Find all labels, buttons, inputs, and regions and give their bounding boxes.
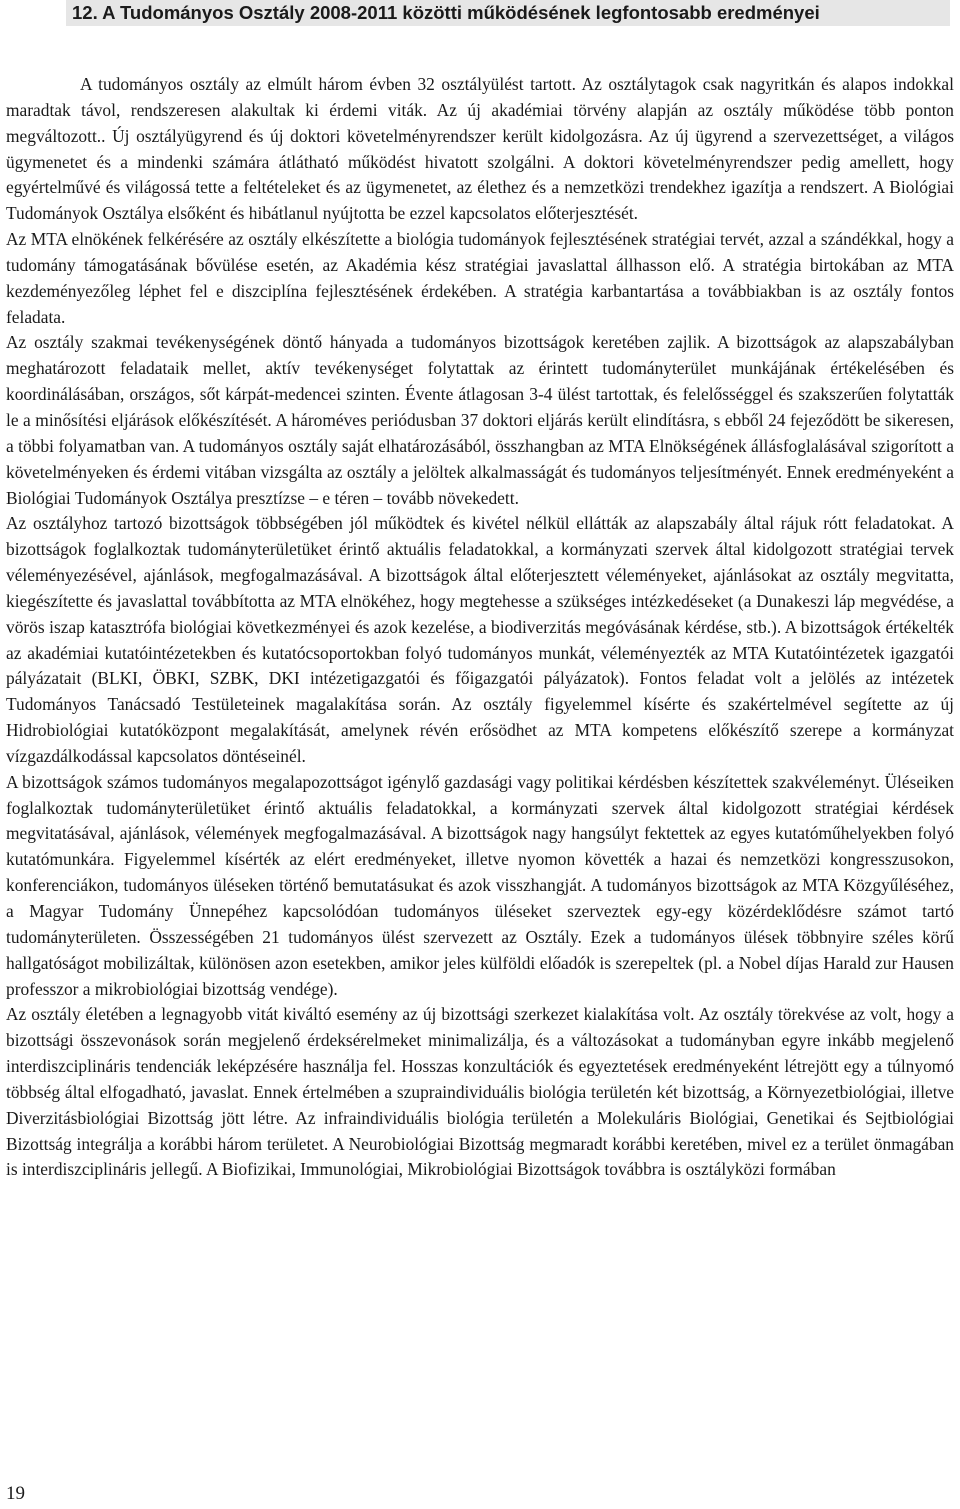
paragraph: Az osztály életében a legnagyobb vitát kiváltó esemény az új bizottsági szerkezet kialakítása volt. Az osztály törekvése az volt, hogy a bizottsági összevonások során megjelenő érdeksérelmeket minimalizálja, és a változásokat a tudományban egyre inkább megjelenő interdiszciplináris tendenciák leképzésére használja fel. Hosszas konzultációk és egyeztetések eredményeként létrejött egy a túlnyomó többség által elfogadható, javaslat. Ennek értelmében a szupraindividuális biológia területén két bizottság, a Környezetbiológiai, illetve Diverzitásbiológiai Bizottság jött létre. Az infraindividuális biológia területén a Molekuláris Biológiai, Genetikai és Sejtbiológiai Bizottság integrálja a korábbi három területet. A Neurobiológiai Bizottság megmaradt korábbi keretében, mivel ez a terület önmagában is interdiszciplináris jellegű. A Biofizikai, Immunológiai, Mikrobiológiai Bizottságok továbbra is osztályközi formában (6, 1004, 954, 1180)
paragraph: Az osztályhoz tartozó bizottságok többségében jól működtek és kivétel nélkül ellátták az alapszabály által rájuk rótt feladatokat. A bizottságok foglalkoztak tudományterületüket érintő aktuális feladatokkal, a kormányzati szervek által kidolgozott stratégiai tervek véleményezésével, ajánlások, megfogalmazásával. A bizottságok által előterjesztett véleményeket, ajánlásokat az osztály megvitatta, kiegészítette és javaslattal továbbította az MTA elnökéhez, hogy megtehesse a szükséges intézkedéseket (a Dunakeszi láp megvédése, a vörös iszap katasztrófa biológiai következményei és azok kezelése, a biodiverzitás megóvásának kérdése, stb.). A bizottságok értékelték az akadémiai kutatóintézetekben és kutatócsoportokban folyó tudományos munkát, véleményezték az MTA Kutatóintézetek igazgatói pályázatait (BLKI, ÖBKI, SZBK, DKI intézetigazgatói és főigazgatói pályázatok). Fontos feladat volt a jelölés az intézetek Tudományos Tanácsadó Testületeinek magalakítása során. Az osztály figyelemmel kísérte és szakértelmével segítette az új Hidrobiológiai kutatóközpont megalakítását, amelynek révén erősödhet az MTA kompetens előkészítő szerepe a kormányzat vízgazdálkodással kapcsolatos döntéseinél. (6, 513, 954, 766)
paragraph: Az osztály szakmai tevékenységének döntő hányada a tudományos bizottságok keretében zajlik. A bizottságok az alapszabályban meghatározott feladataik mellet, aktív tevékenységet folytattak az érintett tudományterület munkájának értékelésében és koordinálásában, országos, sőt kárpát-medencei szinten. Évente átlagosan 3-4 ülést tartottak, és felelősséggel és szakszerűen folytatták le a minősítési eljárások előkészítését. A hároméves periódusban 37 doktori eljárás került elindításra, s ebből 24 fejeződött be sikeresen, a többi folyamatban van. A tudományos osztály saját elhatározásából, összhangban az MTA Elnökségének állásfoglalásával szigorított a követelményeken és érdemi vitában vizsgálta az osztály a jelöltek alkalmasságát és tudományos teljesítményét. Ennek eredményeként a Biológiai Tudományok Osztálya presztízse – e téren – tovább növekedett. (6, 332, 954, 508)
page-number: 19 (6, 1483, 25, 1504)
paragraph: A bizottságok számos tudományos megalapozottságot igénylő gazdasági vagy politikai kérdésben készítettek szakvéleményt. Üléseiken foglalkoztak tudományterületüket érintő aktuális feladatokkal, a kormányzati szervek által kidolgozott stratégiai kérdések megvitatásával, ajánlások, vélemények megfogalmazásával. A bizottságok nagy hangsúlyt fektettek az egyes kutatóműhelyekben folyó kutatómunkára. Figyelemmel kísérték az elért eredményeket, illetve nyomon követték a hazai és nemzetközi kongresszusokon, konferenciákon, tudományos üléseken történő bemutatásukat és azok visszhangját. A tudományos bizottságok az MTA Közgyűléséhez, a Magyar Tudomány Ünnepéhez kapcsolódóan tudományos üléseket szerveztek egy-egy közérdeklődésre számot tartó tudományterületen. Összességében 21 tudományos ülést szervezett az Osztály. Ezek a tudományos ülések többnyire széles körű hallgatóságot mobilizáltak, különösen azon esetekben, amikor jeles külföldi előadók is szerepeltek (pl. a Nobel díjas Harald zur Hausen professzor a mikrobiológiai bizottság vendége). (6, 771, 954, 999)
body-text (6, 72, 954, 1183)
paragraph: Az MTA elnökének felkérésére az osztály elkészítette a biológia tudományok fejlesztésének stratégiai tervét, azzal a szándékkal, hogy a tudomány támogatásának bővülése esetén, az Akadémia kész stratégiai javaslattal állhasson elő. A stratégia birtokában az MTA kezdeményezőleg léphet fel e diszciplína fejlesztésének érdekében. A stratégia karbantartása a továbbiakban is az osztály fontos feladata. (6, 229, 954, 327)
paragraph: A tudományos osztály az elmúlt három évben 32 osztályülést tartott. Az osztálytagok csak nagyritkán és alapos indokkal maradtak távol, rendszeresen alakultak ki érdemi viták. Az új akadémiai törvény alapján az osztály működése több ponton megváltozott.. Új osztályügyrend és új doktori követelményrendszer került kidolgozásra. Az új ügyrend a szervezettséget, a világos ügymenetet és a mindenki számára átlátható működést hivatott szolgálni. A doktori követelményrendszer pedig amellett, hogy egyértelművé és világossá tette a feltételeket és az ügymenetet, az élethez és a nemzetközi trendekhez igazítja a rendszert. A Biológiai Tudományok Osztálya elsőként és hibátlanul nyújtotta be ezzel kapcsolatos előterjesztését. (6, 74, 954, 224)
section-heading: 12. A Tudományos Osztály 2008-2011 közötti működésének legfontosabb eredményei (66, 0, 950, 26)
